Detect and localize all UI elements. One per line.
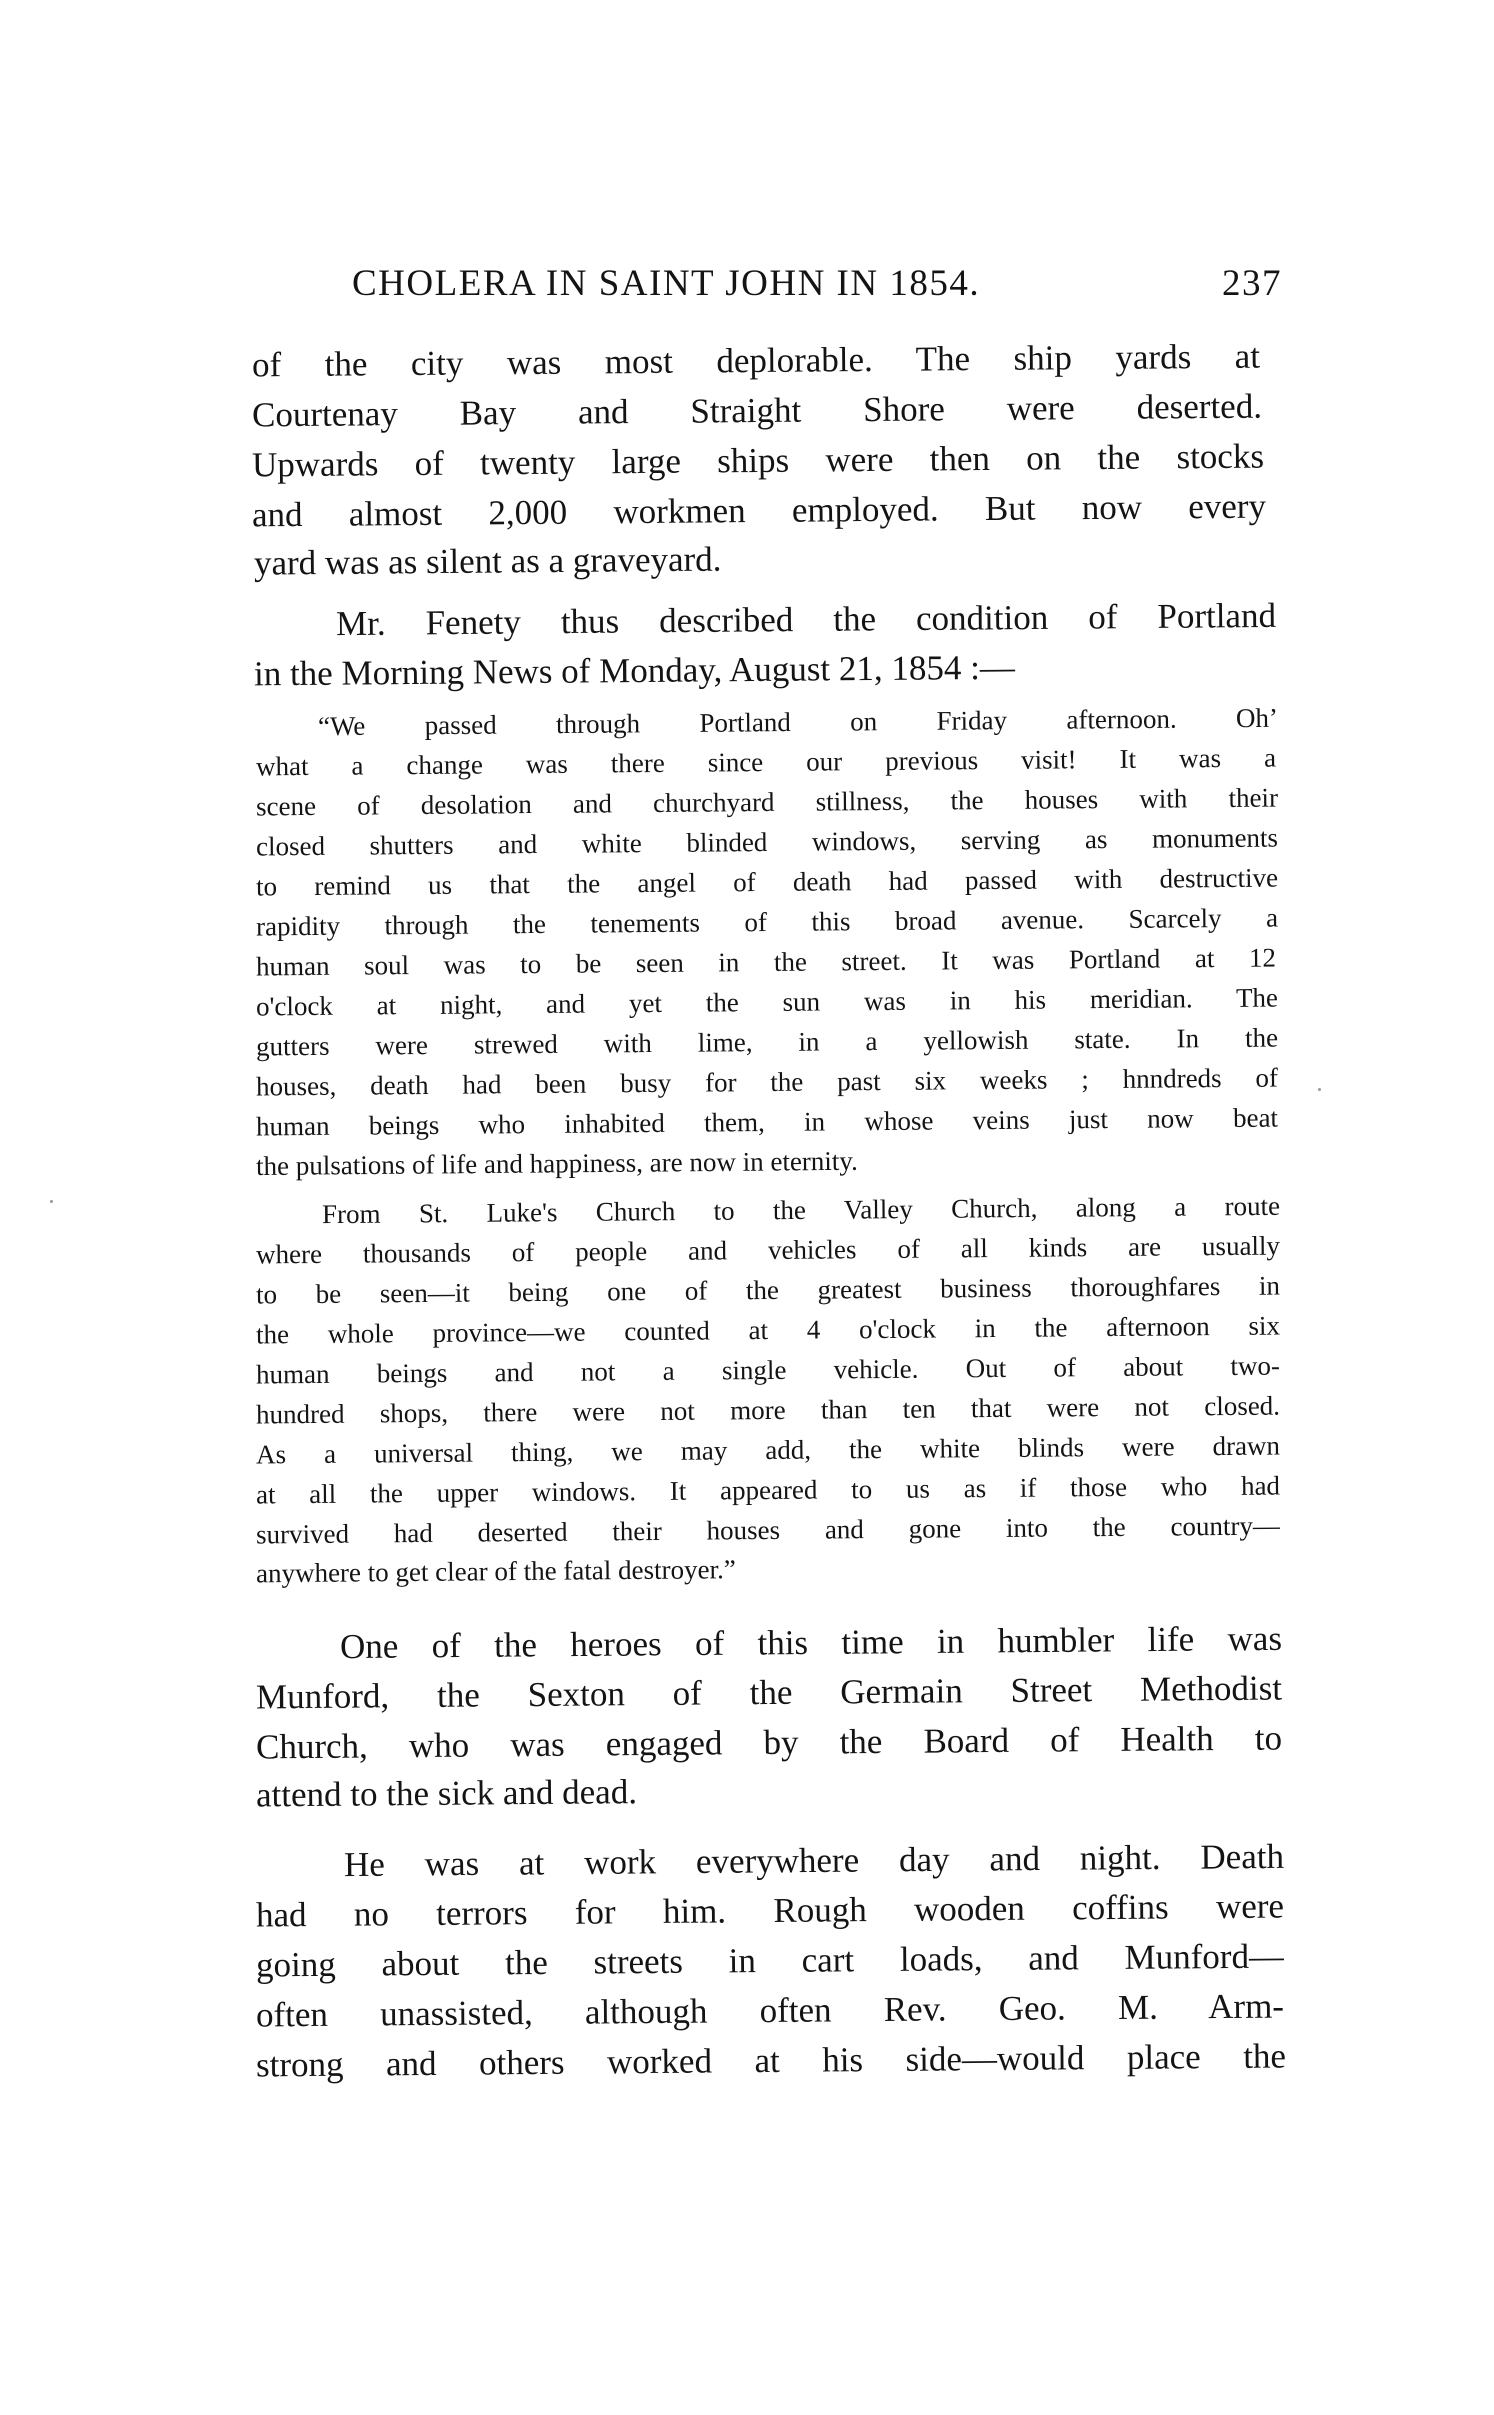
margin-speck xyxy=(1318,1088,1321,1091)
text-line: and almost 2,000 workmen employed. But now every xyxy=(251,486,1267,535)
text-line: going about the streets in cart loads, and Munford— xyxy=(255,1936,1285,1985)
text-line: the whole province—we counted at 4 o'clock in the afternoon six xyxy=(255,1310,1281,1350)
text-line: Munford, the Sexton of the Germain Street Methodist xyxy=(255,1668,1283,1717)
text-line: hundred shops, there were not more than ten that were not closed. xyxy=(255,1390,1281,1430)
margin-speck xyxy=(50,1200,53,1203)
text-line: attend to the sick and dead. xyxy=(255,1772,638,1815)
text-line: scene of desolation and churchyard stillness, the houses with their xyxy=(255,782,1279,822)
text-line: o'clock at night, and yet the sun was in his meridian. The xyxy=(255,982,1279,1022)
text-line: what a change was there since our previous visit! It was a xyxy=(255,742,1277,782)
text-line: human soul was to be seen in the street. It was Portland at 12 xyxy=(255,942,1277,982)
text-line: to be seen—it being one of the greatest business thoroughfares in xyxy=(255,1270,1281,1310)
text-line: human beings and not a single vehicle. Out of about two- xyxy=(255,1350,1281,1390)
text-line: One of the heroes of this time in humbler life was xyxy=(339,1618,1283,1667)
text-line: human beings who inhabited them, in whose veins just now beat xyxy=(255,1102,1279,1142)
text-line: strong and others worked at his side—would place the xyxy=(255,2036,1287,2085)
running-header xyxy=(352,262,1282,312)
text-line: anywhere to get clear of the fatal destroyer.” xyxy=(255,1554,736,1589)
running-title: CHOLERA IN SAINT JOHN IN 1854. xyxy=(352,263,981,304)
text-line: “We passed through Portland on Friday afternoon. Oh’ xyxy=(317,702,1279,742)
page-number: 237 xyxy=(1222,263,1282,304)
text-line: often unassisted, although often Rev. Geo. M. Arm- xyxy=(255,1986,1285,2035)
text-line: to remind us that the angel of death had passed with destructive xyxy=(255,862,1279,902)
text-line: As a universal thing, we may add, the white blinds were drawn xyxy=(255,1430,1281,1470)
text-line: He was at work everywhere day and night. Death xyxy=(343,1836,1285,1885)
text-line: survived had deserted their houses and gone into the country— xyxy=(255,1510,1281,1550)
text-line: Mr. Fenety thus described the condition of Portland xyxy=(335,595,1277,644)
text-line: had no terrors for him. Rough wooden coffins were xyxy=(255,1886,1285,1935)
text-line: houses, death had been busy for the past six weeks ; hnndreds of xyxy=(255,1062,1279,1102)
text-line: Courtenay Bay and Straight Shore were deserted. xyxy=(251,386,1263,435)
text-line: where thousands of people and vehicles of all kinds are usually xyxy=(255,1230,1281,1270)
text-line: From St. Luke's Church to the Valley Church, along a route xyxy=(321,1190,1281,1230)
text-line: gutters were strewed with lime, in a yellowish state. In the xyxy=(255,1022,1279,1062)
text-line: Church, who was engaged by the Board of Health to xyxy=(255,1718,1283,1767)
text-line: rapidity through the tenements of this broad avenue. Scarcely a xyxy=(255,902,1279,942)
text-line: the pulsations of life and happiness, are now in eternity. xyxy=(255,1145,858,1182)
text-line: of the city was most deplorable. The ship yards at xyxy=(251,336,1261,385)
text-line: closed shutters and white blinded windows, serving as monuments xyxy=(255,822,1279,862)
text-line: yard was as silent as a graveyard. xyxy=(253,539,722,583)
text-line: at all the upper windows. It appeared to us as if those who had xyxy=(255,1470,1281,1510)
text-line: in the Morning News of Monday, August 21, 1854 :— xyxy=(253,647,1016,694)
text-line: Upwards of twenty large ships were then on the stocks xyxy=(251,436,1265,485)
